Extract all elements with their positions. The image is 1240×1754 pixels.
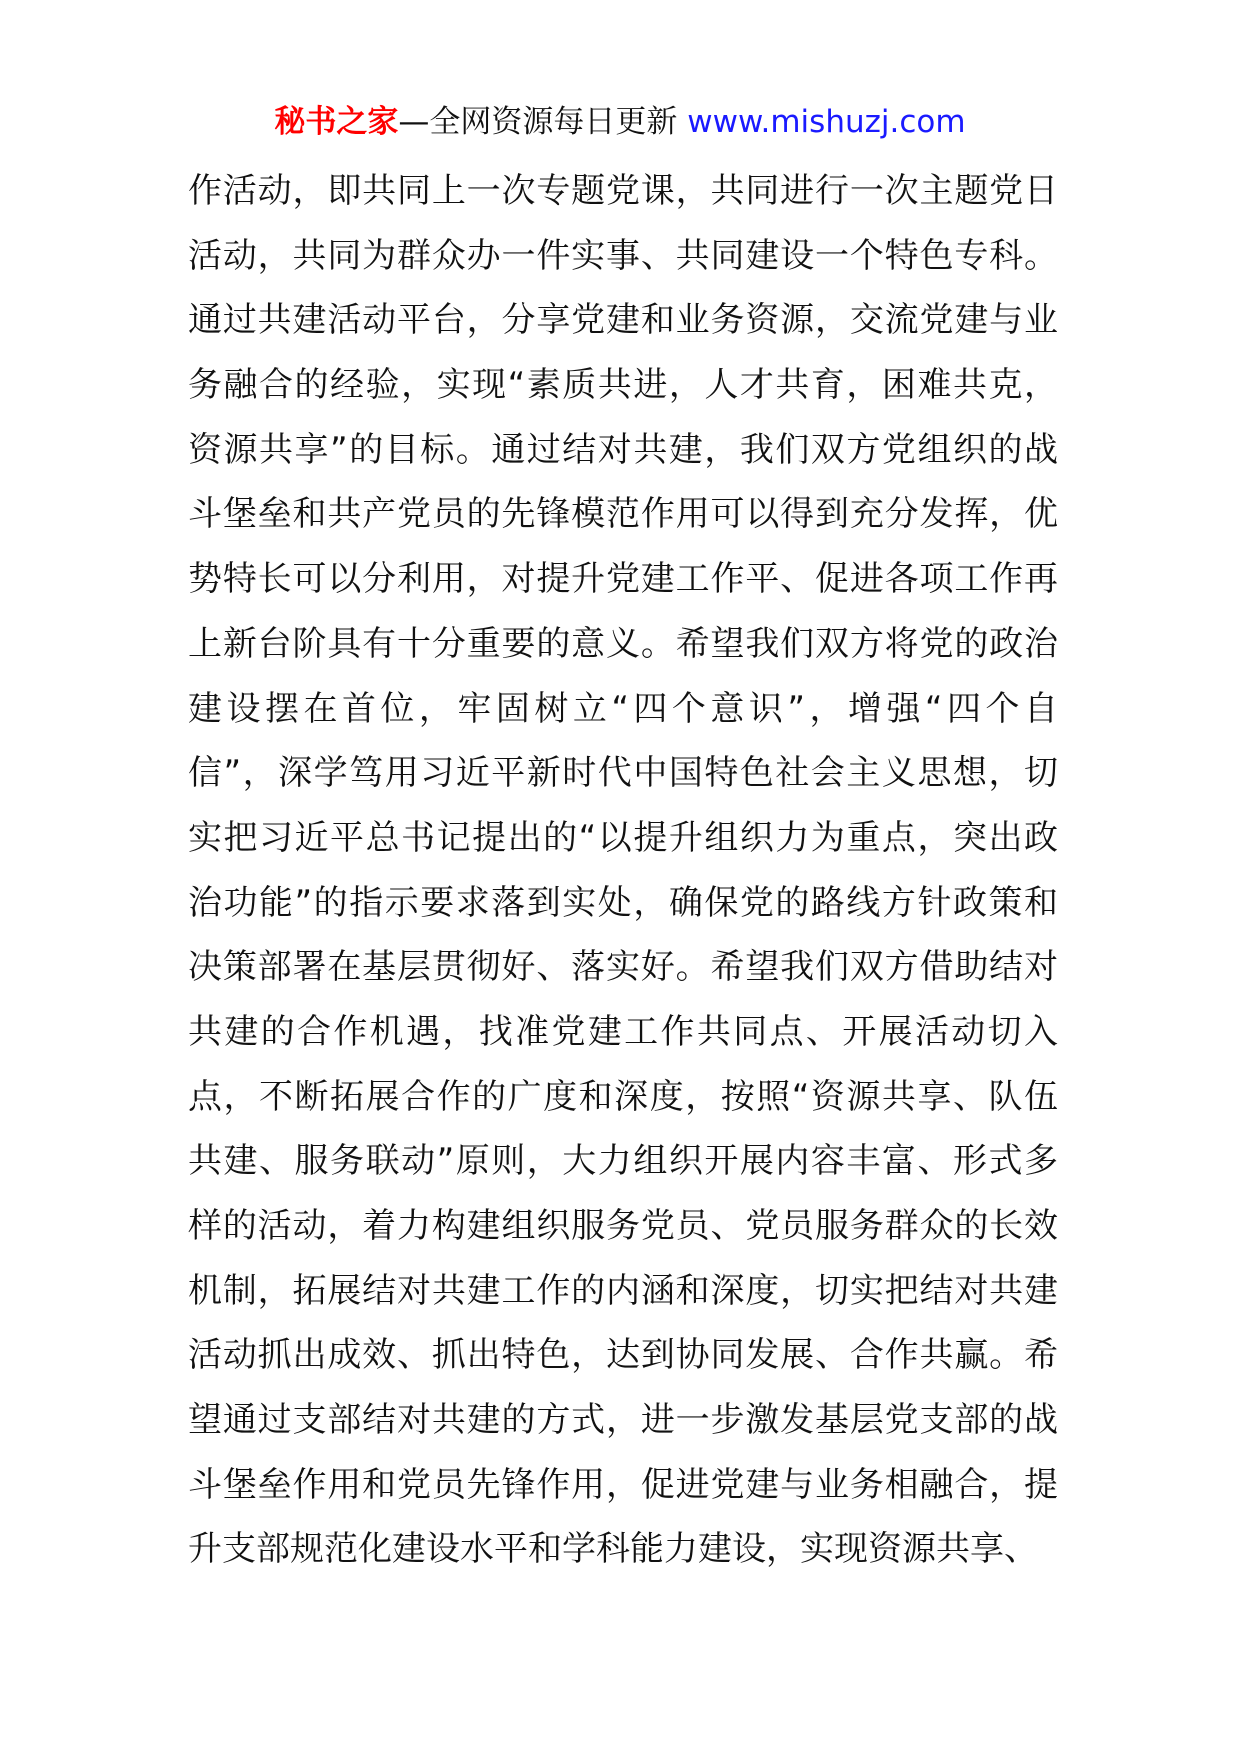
body-line: 活动，共同为群众办一件实事、共同建设一个特色专科。 [188,235,1058,276]
body-line: 样的活动，着力构建组织服务党员、党员服务群众的长效 [188,1206,1058,1246]
body-line: 斗堡垒作用和党员先锋作用，促进党建与业务相融合，提 [188,1464,1058,1505]
body-line: 势特长可以分利用，对提升党建工作平、促进各项工作再 [188,559,1058,600]
body-line: 资源共享”的目标。通过结对共建，我们双方党组织的战 [188,429,1058,470]
body-text [188,159,1058,1582]
body-line: 建设摆在首位，牢固树立“四个意识”，增强“四个自 [188,688,1058,729]
brand-name: 秘书之家 [274,104,399,140]
body-line: 机制，拓展结对共建工作的内涵和深度，切实把结对共建 [188,1270,1058,1311]
body-line: 斗堡垒和共产党员的先锋模范作用可以得到充分发挥，优 [188,494,1058,535]
body-line: 共建、服务联动”原则，大力组织开展内容丰富、形式多 [188,1141,1058,1182]
body-line: 实把习近平总书记提出的“以提升组织力为重点，突出政 [188,817,1058,858]
body-line: 升支部规范化建设水平和学科能力建设，实现资源共享、 [188,1529,1038,1570]
body-line: 点，不断拓展合作的广度和深度，按照“资源共享、队伍 [188,1076,1058,1117]
body-line: 上新台阶具有十分重要的意义。希望我们双方将党的政治 [188,623,1058,664]
header-url-link[interactable]: www.mishuzj.com [687,104,966,140]
page-header [0,100,1240,144]
body-line: 作活动，即共同上一次专题党课，共同进行一次主题党日 [188,171,1058,211]
body-line: 望通过支部结对共建的方式，进一步激发基层党支部的战 [188,1400,1058,1441]
body-line: 信”，深学笃用习近平新时代中国特色社会主义思想，切 [188,753,1058,794]
body-line: 治功能”的指示要求落到实处，确保党的路线方针政策和 [188,882,1058,923]
body-line: 决策部署在基层贯彻好、落实好。希望我们双方借助结对 [188,947,1058,988]
body-line: 活动抓出成效、抓出特色，达到协同发展、合作共赢。希 [188,1335,1058,1376]
body-line: 通过共建活动平台，分享党建和业务资源，交流党建与业 [188,300,1058,341]
header-tagline: —全网资源每日更新 [398,104,688,140]
body-line: 共建的合作机遇，找准党建工作共同点、开展活动切入 [188,1011,1058,1052]
body-line: 务融合的经验，实现“素质共进，人才共育，困难共克， [188,365,1058,406]
